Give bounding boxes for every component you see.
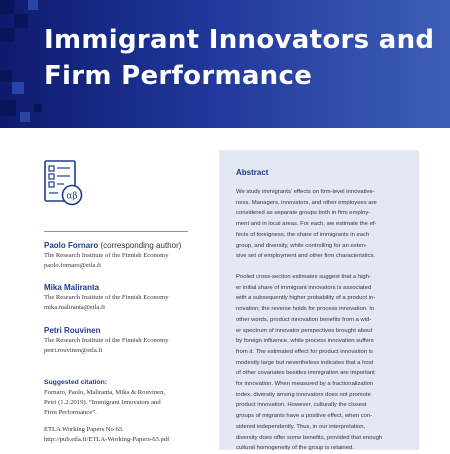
abstract-heading: Abstract (236, 168, 269, 177)
author-affiliation: The Research Institute of the Finnish Economy (44, 337, 169, 344)
abstract-line: product innovation. However, culturally the closest (236, 402, 367, 409)
banner-pixel (0, 70, 12, 82)
citation-line: Petri (1.2.2019). “Immigrant Innovators and (44, 399, 161, 406)
abstract-line: considered as separate groups both in firm employ- (236, 210, 371, 217)
author-name-line (44, 240, 220, 251)
citation-line: Fornaro, Paolo, Maliranta, Mika & Rouvinen, (44, 389, 166, 396)
abstract-line: sive set of employment and other firm characteristics. (236, 253, 376, 260)
abstract-line: ness. Managers, innovators, and other employees are (236, 199, 377, 206)
author-email[interactable]: paolo.fornaro@etla.fi (44, 262, 101, 269)
citation-line: Firm Performance”. (44, 409, 97, 416)
author-email[interactable]: petri.rouvinen@etla.fi (44, 347, 103, 354)
title-line-1: Immigrant Innovators and (44, 25, 435, 55)
abstract-line: fects of foreigness, the share of immigrants in each (236, 231, 370, 238)
abstract-line: er initial share of immigrant innovators is associated (236, 284, 372, 291)
alpha-beta-glyph: αβ (66, 191, 78, 202)
abstract-line: diversity does offer some benefits, provided that enough (236, 434, 383, 441)
abstract-line: sidered independently. Thus, in our interpretation, (236, 423, 366, 430)
title-line-2: Firm Performance (44, 61, 313, 91)
banner-pixel (20, 112, 30, 122)
abstract-line: with a subsequently higher probability of a product in- (236, 295, 376, 302)
abstract-line: modestly large but nevertheless indicates that a host (236, 359, 374, 366)
author-block (44, 325, 220, 356)
document-alpha-beta-icon (44, 160, 84, 206)
abstract-line: cultural homogeneity of the group is retained. (236, 445, 354, 452)
banner-pixel (0, 28, 14, 42)
author-separator (44, 231, 188, 232)
abstract-paragraph-2 (236, 272, 412, 454)
author-affiliation: The Research Institute of the Finnish Economy (44, 294, 169, 301)
page-title (44, 22, 444, 94)
abstract-paragraph-1 (236, 187, 412, 262)
citation-block (44, 378, 220, 445)
abstract-line: from it. The estimated effect for product innovation is (236, 348, 373, 355)
abstract-line: Pooled cross-section estimates suggest that a high- (236, 274, 371, 280)
abstract-line: group, and diversity, while controlling for an exten- (236, 242, 367, 249)
title-banner (0, 0, 450, 128)
abstract-line: of other covariates besides immigration are important (236, 370, 375, 377)
abstract-line: novation; the reverse holds for process innovation. In (236, 306, 375, 313)
abstract-line: er spectrum of innovator perspectives brought about (236, 327, 373, 334)
author-block (44, 240, 220, 271)
author-name: Paolo Fornaro (44, 241, 99, 250)
banner-pixel (28, 0, 38, 10)
author-role: (corresponding author) (100, 241, 182, 250)
author-name: Mika Maliranta (44, 283, 100, 292)
banner-pixel (14, 14, 28, 28)
abstract-line: for innovation. When measured by a fractionalization (236, 381, 374, 388)
banner-pixel (34, 104, 42, 112)
author-affiliation: The Research Institute of the Finnish Economy (44, 252, 169, 259)
abstract-line: groups of migrants have a positive effect, when con- (236, 413, 373, 420)
author-email[interactable]: mika.maliranta@etla.fi (44, 304, 105, 311)
author-block (44, 282, 220, 313)
citation-series: ETLA Working Papers No 63. (44, 426, 124, 433)
banner-pixel (12, 82, 24, 94)
citation-heading: Suggested citation: (44, 379, 108, 386)
abstract-line: ment and in local areas. For each, we estimate the ef- (236, 221, 377, 228)
abstract-line: index, diversity among innovators does not promote (236, 391, 371, 398)
abstract-line: We study immigrants’ effects on firm-level innovative- (236, 189, 375, 195)
abstract-line: by foreign influence, while process innovation suffers (236, 338, 374, 345)
banner-pixel (0, 0, 14, 14)
banner-pixel (0, 100, 16, 116)
citation-url[interactable]: http://pub.etla.fi/ETLA-Working-Papers-63.pdf (44, 436, 170, 443)
author-name: Petri Rouvinen (44, 326, 101, 335)
abstract-line: other words, product innovation benefits from a wid- (236, 316, 372, 323)
